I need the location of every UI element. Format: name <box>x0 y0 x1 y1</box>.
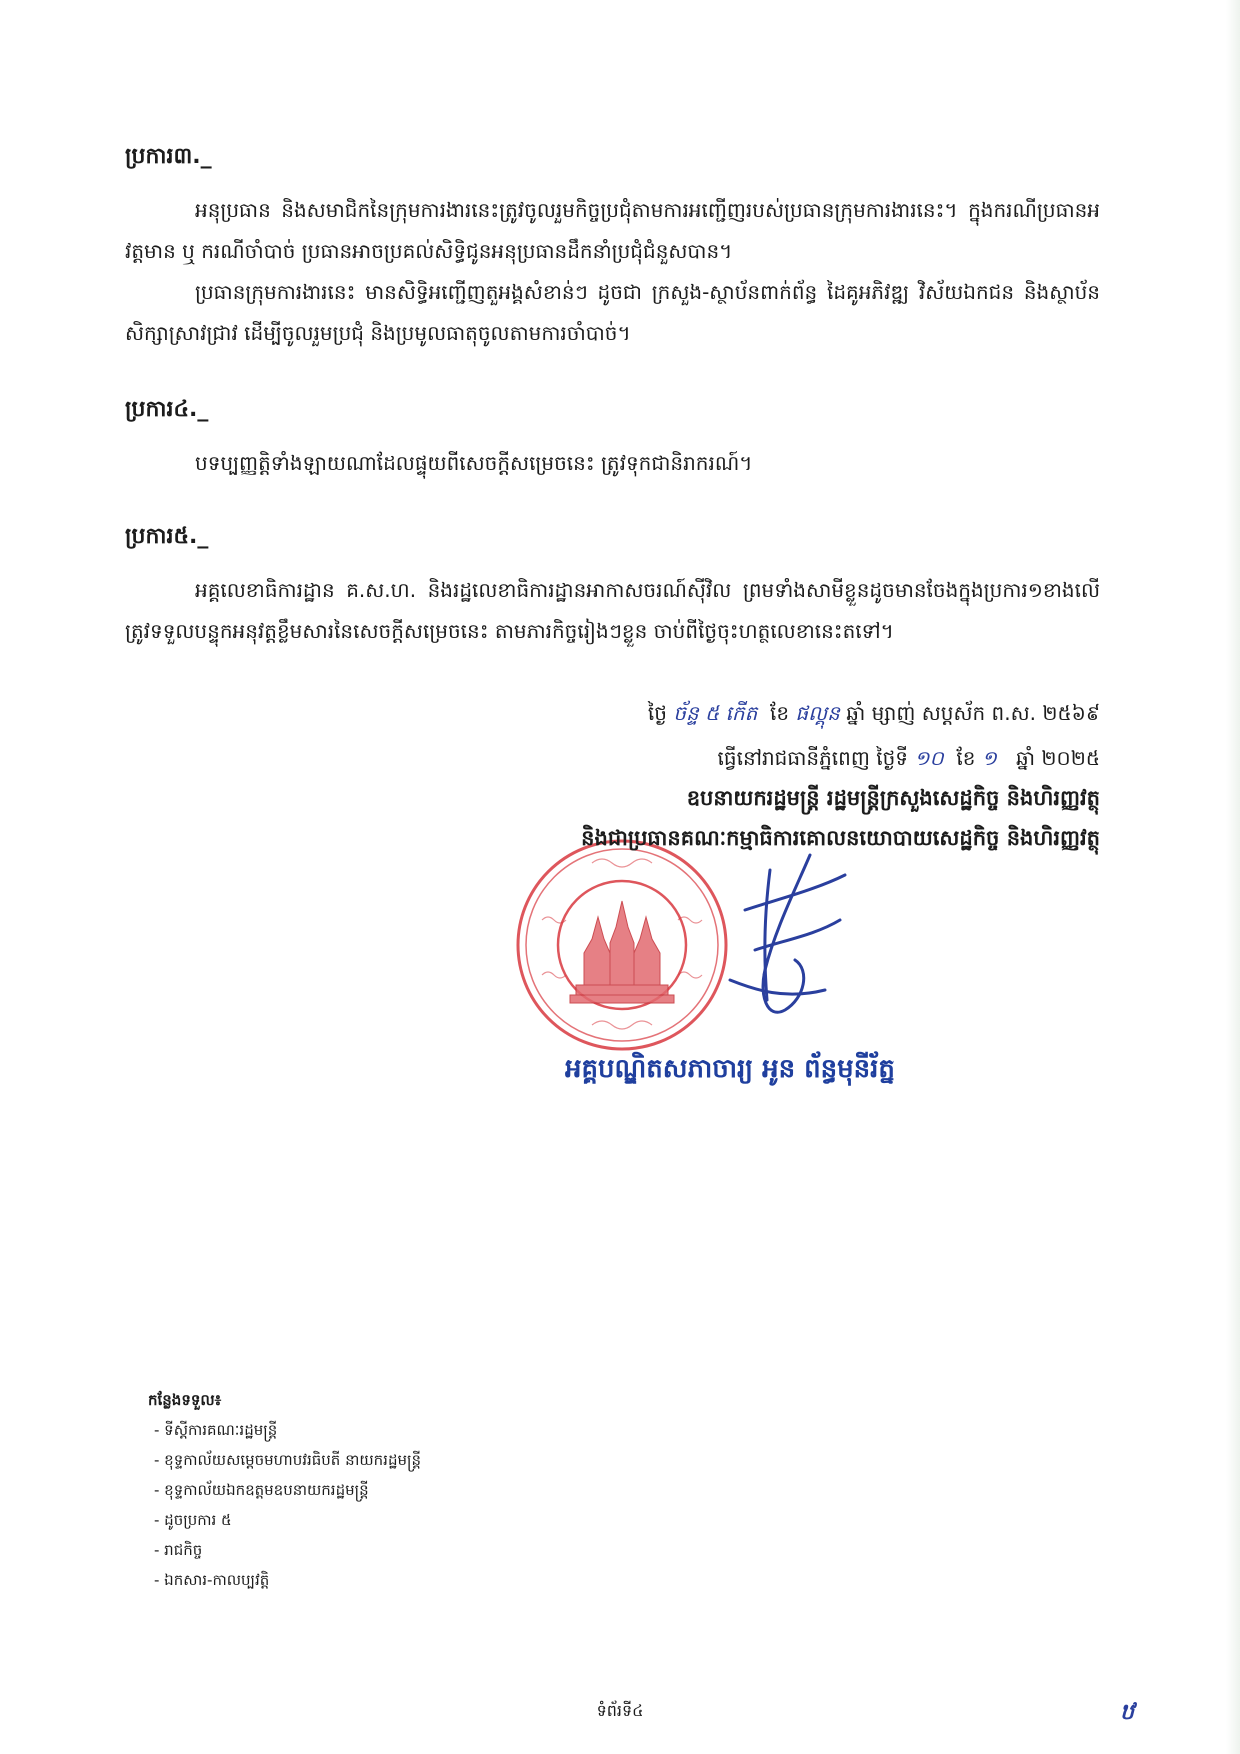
article-paragraph: អនុប្រធាន និងសមាជិកនៃក្រុមការងារនេះត្រូវចូលរួមកិច្ចប្រជុំតាមការអញ្ជើញរបស់ប្រធានក្រុមការងារនេះ។ ក្នុងករណីប្រធានអវត្តមាន ឬ ករណីចាំបាច់ ប្រធានអាចប្រគល់សិទ្ធិជូនអនុប្រធានដឹកនាំប្រជុំជំនួសបាន។ <box>125 198 1100 263</box>
recipients-list <box>148 1385 421 1595</box>
article-paragraph: បទប្បញ្ញត្តិទាំងឡាយណាដែលផ្ទុយពីសេចក្តីសម្រេចនេះ ត្រូវទុកជានិរាករណ៍។ <box>195 451 753 475</box>
solar-month-label: ខែ <box>956 746 976 770</box>
recipient-item: - ខុទ្ទកាល័យឯកឧត្តមឧបនាយករដ្ឋមន្ត្រី <box>154 1481 369 1499</box>
signature-icon <box>715 850 850 1035</box>
corner-initials: ឋ <box>1120 1700 1134 1725</box>
article-heading: ប្រការ៣._ <box>125 144 212 169</box>
solar-prefix: ធ្វើនៅរាជធានីភ្នំពេញ ថ្ងៃទី <box>717 746 908 770</box>
signer-title-line2: និងជាប្រធានគណៈកម្មាធិការគោលនយោបាយសេដ្ឋកិច្ច និងហិរញ្ញវត្ថុ <box>581 826 1100 850</box>
article-3 <box>125 142 1100 354</box>
article-paragraph: អគ្គលេខាធិការដ្ឋាន គ.ស.ហ. និងរដ្ឋលេខាធិការដ្ឋានអាកាសចរណ៍ស៊ីវិល ព្រមទាំងសាមីខ្លួនដូចមានចែងក្នុងប្រការ១ខាងលើ ត្រូវទទួលបន្ទុកអនុវត្តខ្លឹមសារនៃសេចក្តីសម្រេចនេះ តាមភារកិច្ចរៀងៗខ្លួន ចាប់ពីថ្ងៃចុះហត្ថលេខានេះតទៅ។ <box>125 578 1100 643</box>
recipient-item: - រាជកិច្ច <box>154 1541 203 1559</box>
article-heading: ប្រការ៥._ <box>125 524 209 549</box>
article-heading: ប្រការ៤._ <box>125 397 209 422</box>
page-edge <box>1226 0 1240 1754</box>
solar-dateline <box>718 745 1100 775</box>
lunar-month-label: ខែ <box>770 701 790 725</box>
lunar-month-handwritten: ផល្គុន <box>795 701 840 725</box>
solar-suffix: ឆ្នាំ ២០២៥ <box>1016 746 1100 770</box>
lunar-suffix: ឆ្នាំ ម្សាញ់ សប្តស័ក ព.ស. ២៥៦៩ <box>846 701 1100 725</box>
lunar-dateline <box>648 700 1100 730</box>
article-4 <box>125 395 1100 484</box>
signer-title-line1: ឧបនាយករដ្ឋមន្ត្រី រដ្ឋមន្ត្រីក្រសួងសេដ្ឋកិច្ច និងហិរញ្ញវត្ថុ <box>686 786 1100 810</box>
lunar-day-handwritten: ច័ន្ទ ៥ កើត <box>673 701 758 725</box>
article-5 <box>125 522 1100 652</box>
article-paragraph: ប្រធានក្រុមការងារនេះ មានសិទ្ធិអញ្ជើញតួអង្គសំខាន់ៗ ដូចជា ក្រសួង-ស្ថាប័នពាក់ព័ន្ធ ដៃគូអភិវឌ្ឍ វិស័យឯកជន និងស្ថាប័នសិក្សាស្រាវជ្រាវ ដើម្បីចូលរួមប្រជុំ និងប្រមូលធាតុចូលតាមការចាំបាច់។ <box>125 280 1100 345</box>
recipients-title: កន្លែងទទួល៖ <box>148 1391 222 1409</box>
page-number: ទំព័រទី៤ <box>596 1701 644 1720</box>
recipient-item: - ឯកសារ-កាលប្បវត្តិ <box>154 1571 270 1589</box>
recipient-item: - ខុទ្ទកាល័យសម្តេចមហាបវរធិបតី នាយករដ្ឋមន្ត្រី <box>154 1451 421 1469</box>
signer-name: អគ្គបណ្ឌិតសភាចារ្យ អូន ព័ន្ធមុនីរ័ត្ន <box>565 1054 895 1084</box>
recipient-item: - ដូចប្រការ ៥ <box>154 1511 232 1529</box>
official-seal-icon <box>512 835 732 1055</box>
lunar-prefix: ថ្ងៃ <box>647 701 667 725</box>
solar-day-handwritten: ១០ <box>914 746 944 770</box>
recipient-item: - ទីស្តីការគណៈរដ្ឋមន្ត្រី <box>154 1421 278 1439</box>
solar-month-handwritten: ១ <box>981 746 997 770</box>
